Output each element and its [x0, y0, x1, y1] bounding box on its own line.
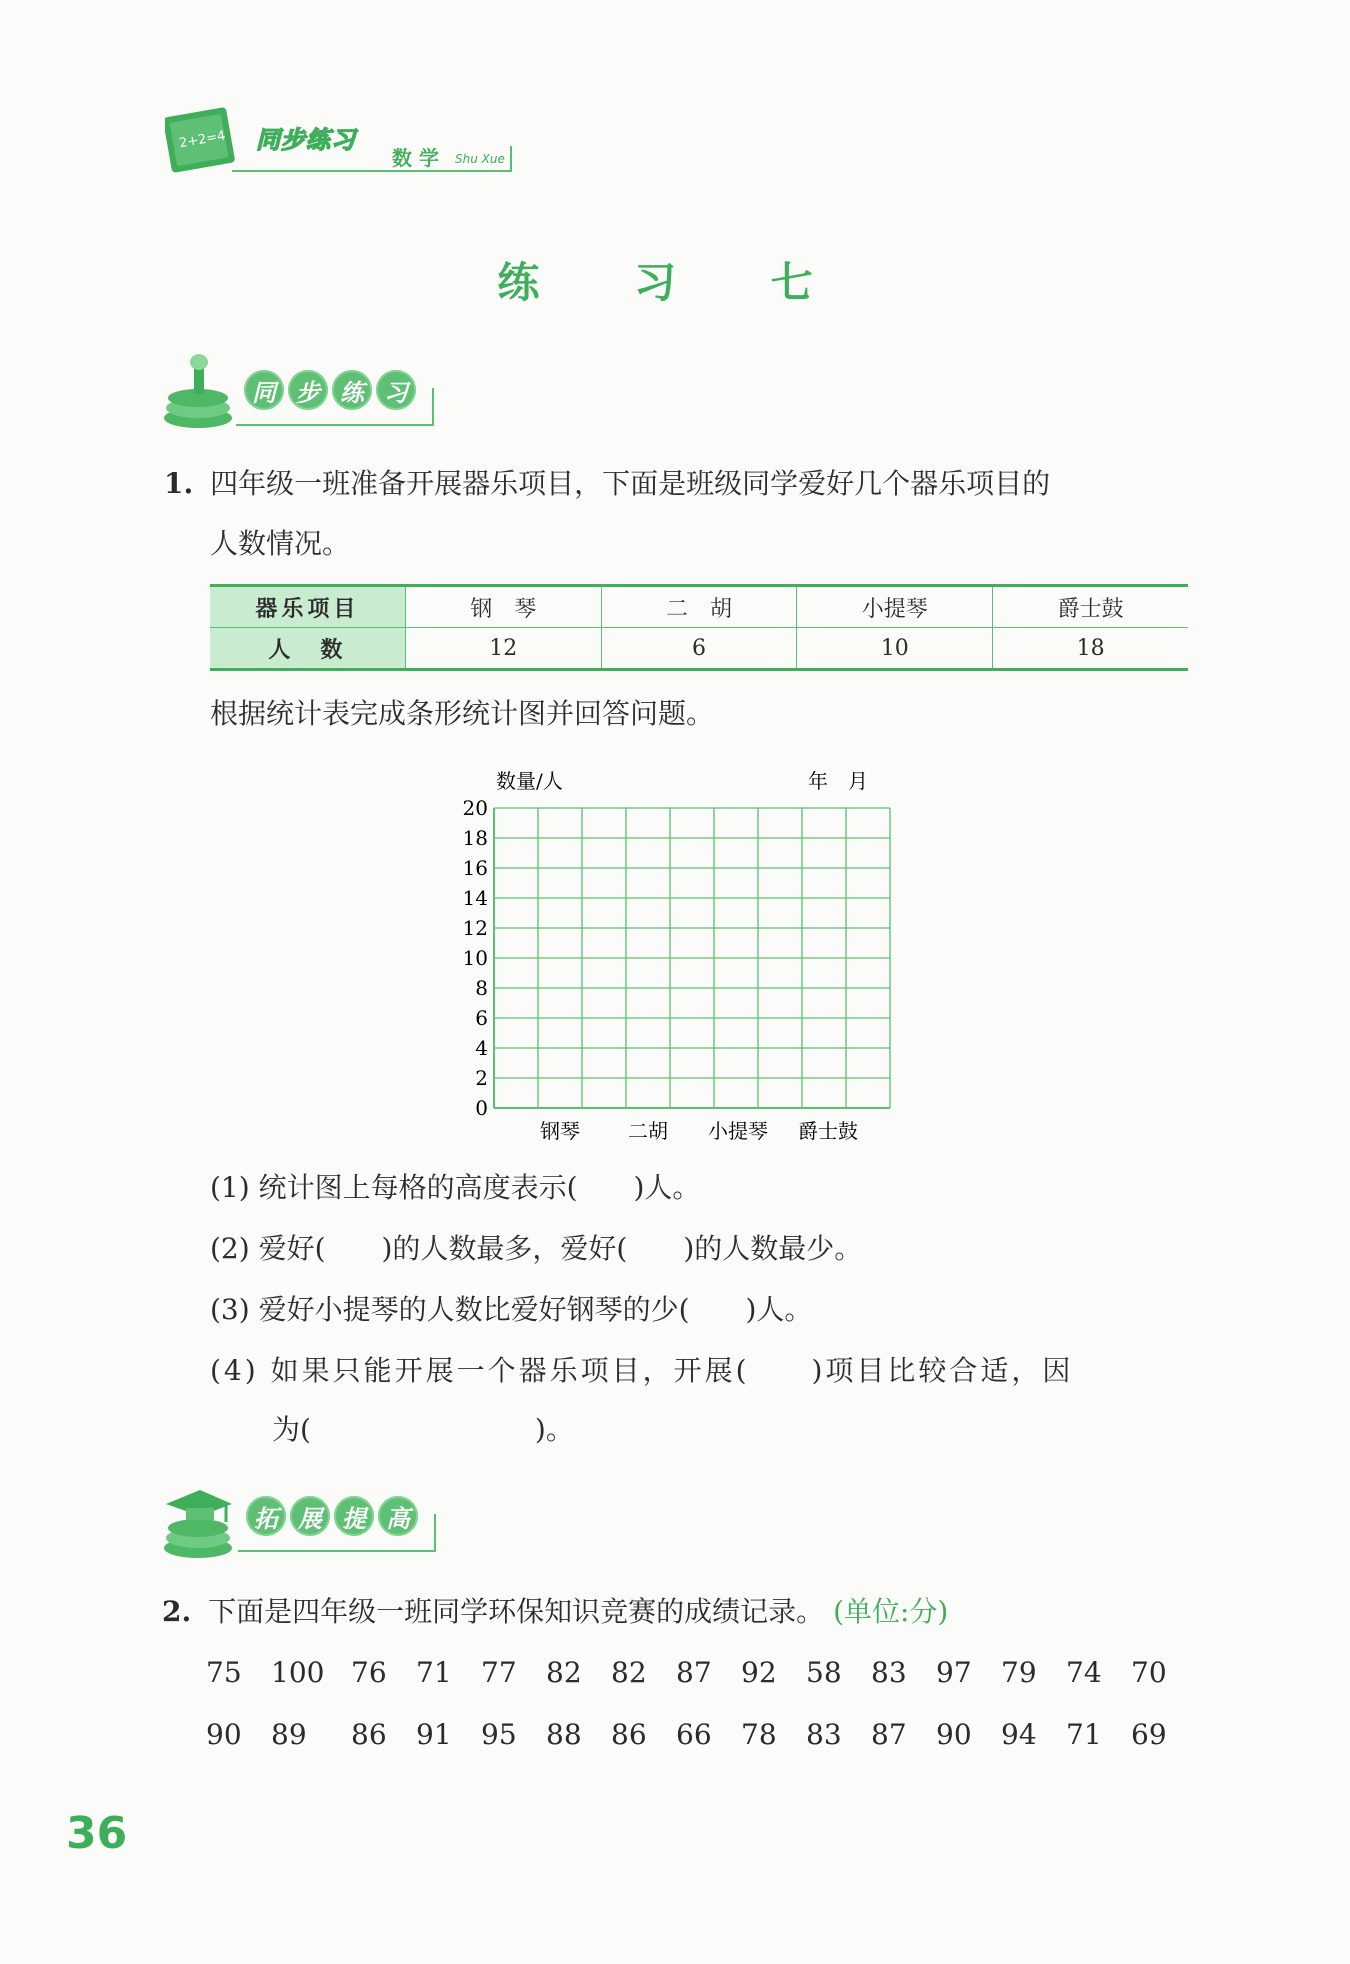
books-lamp-icon — [162, 352, 234, 432]
table-row — [210, 586, 1188, 628]
question1-text: 四年级一班准备开展器乐项目，下面是班级同学爱好几个器乐项目的 — [210, 467, 1051, 500]
score-value: 90 — [206, 1718, 242, 1751]
y-tick-label: 16 — [462, 856, 488, 880]
section1-badges — [244, 370, 416, 410]
board-text: 2+2=4 — [178, 128, 227, 152]
y-tick-label: 10 — [462, 946, 488, 970]
y-tick-label: 4 — [475, 1036, 488, 1060]
chart-grid — [494, 808, 890, 1108]
score-value: 66 — [676, 1718, 712, 1751]
y-tick-label: 20 — [462, 796, 488, 820]
y-tick-label: 14 — [462, 886, 488, 910]
y-tick-label: 12 — [462, 916, 488, 940]
score-value: 83 — [806, 1718, 842, 1751]
score-value: 78 — [741, 1718, 777, 1751]
section1-badge: 步 — [288, 370, 328, 410]
header-pinyin: Shu Xue — [455, 152, 505, 166]
score-value: 90 — [936, 1718, 972, 1751]
score-value: 97 — [936, 1656, 972, 1689]
score-value: 95 — [481, 1718, 517, 1751]
score-value: 76 — [351, 1656, 387, 1689]
section2-badge: 高 — [378, 1496, 418, 1536]
score-value: 91 — [416, 1718, 452, 1751]
score-value: 70 — [1131, 1656, 1167, 1689]
table-column-header: 钢 琴 — [405, 586, 601, 628]
instrument-table — [210, 584, 1188, 671]
chart-date-label: 年 月 — [808, 769, 868, 793]
chart-y-axis-label: 数量/人 — [496, 769, 563, 793]
question2-text: 下面是四年级一班同学环保知识竞赛的成绩记录。 — [208, 1595, 825, 1628]
header-bracket — [510, 146, 512, 172]
page-title: 练 习 七 — [497, 258, 853, 307]
question2-line — [162, 1592, 948, 1632]
score-value: 94 — [1001, 1718, 1037, 1751]
score-value: 82 — [546, 1656, 582, 1689]
score-value: 75 — [206, 1656, 242, 1689]
score-value: 58 — [806, 1656, 842, 1689]
question2-unit: (单位:分) — [833, 1595, 949, 1628]
chart-instruction: 根据统计表完成条形统计图并回答问题。 — [210, 697, 715, 730]
x-tick-label: 二胡 — [628, 1119, 668, 1143]
table-header-label: 器乐项目 — [210, 586, 405, 628]
section2-badge: 提 — [334, 1496, 374, 1536]
table-row-label: 人 数 — [210, 628, 405, 670]
score-value: 69 — [1131, 1718, 1167, 1751]
table-column-header: 小提琴 — [797, 586, 993, 628]
question1-line2: 人数情况。 — [210, 527, 351, 560]
score-value: 86 — [611, 1718, 647, 1751]
y-tick-label: 18 — [462, 826, 488, 850]
bar-chart — [450, 760, 900, 1160]
sub-question-1: (1) 统计图上每格的高度表示( )人。 — [210, 1171, 701, 1204]
page-number: 36 — [66, 1808, 128, 1859]
section2-badge: 拓 — [246, 1496, 286, 1536]
header-subject: 数 学 — [392, 146, 439, 170]
score-value: 100 — [271, 1656, 325, 1689]
question1-line1 — [164, 464, 1050, 504]
y-tick-label: 0 — [475, 1096, 488, 1120]
section1-badge: 练 — [332, 370, 372, 410]
score-value: 88 — [546, 1718, 582, 1751]
header-underline — [232, 170, 512, 172]
section2-badge: 展 — [290, 1496, 330, 1536]
score-value: 71 — [416, 1656, 452, 1689]
y-tick-label: 8 — [475, 976, 488, 1000]
header-title: 同步练习 — [256, 126, 356, 154]
table-cell: 18 — [993, 628, 1188, 670]
score-value: 89 — [271, 1718, 307, 1751]
sub-question-4-cont: 为( )。 — [272, 1413, 574, 1446]
question1-number: 1. — [164, 467, 194, 500]
chalkboard-icon — [165, 102, 243, 180]
table-column-header: 二 胡 — [601, 586, 797, 628]
question2-number: 2. — [162, 1595, 192, 1628]
score-row-2 — [206, 1718, 1196, 1751]
books-mortarboard-icon — [160, 1476, 236, 1562]
chart-y-ticks — [463, 796, 488, 1120]
sub-question-2: (2) 爱好( )的人数最多，爱好( )的人数最少。 — [210, 1232, 863, 1265]
section2-badges — [246, 1496, 418, 1536]
score-value: 83 — [871, 1656, 907, 1689]
score-value: 77 — [481, 1656, 517, 1689]
table-column-header: 爵士鼓 — [993, 586, 1188, 628]
score-value: 87 — [676, 1656, 712, 1689]
table-row — [210, 628, 1188, 670]
table-cell: 6 — [601, 628, 797, 670]
table-cell: 12 — [405, 628, 601, 670]
sub-question-3: (3) 爱好小提琴的人数比爱好钢琴的少( )人。 — [210, 1293, 813, 1326]
score-row-1 — [206, 1656, 1196, 1689]
x-tick-label: 爵士鼓 — [798, 1119, 858, 1143]
score-value: 74 — [1066, 1656, 1102, 1689]
score-value: 86 — [351, 1718, 387, 1751]
score-value: 71 — [1066, 1718, 1102, 1751]
x-tick-label: 小提琴 — [708, 1119, 768, 1143]
y-tick-label: 6 — [475, 1006, 488, 1030]
score-value: 82 — [611, 1656, 647, 1689]
table-cell: 10 — [797, 628, 993, 670]
score-value: 87 — [871, 1718, 907, 1751]
score-value: 79 — [1001, 1656, 1037, 1689]
chart-x-ticks — [540, 1119, 858, 1143]
section1-badge: 习 — [376, 370, 416, 410]
sub-question-4: (4) 如果只能开展一个器乐项目，开展( )项目比较合适，因 — [210, 1354, 1074, 1387]
section1-badge: 同 — [244, 370, 284, 410]
x-tick-label: 钢琴 — [540, 1119, 580, 1143]
y-tick-label: 2 — [475, 1066, 488, 1090]
score-value: 92 — [741, 1656, 777, 1689]
